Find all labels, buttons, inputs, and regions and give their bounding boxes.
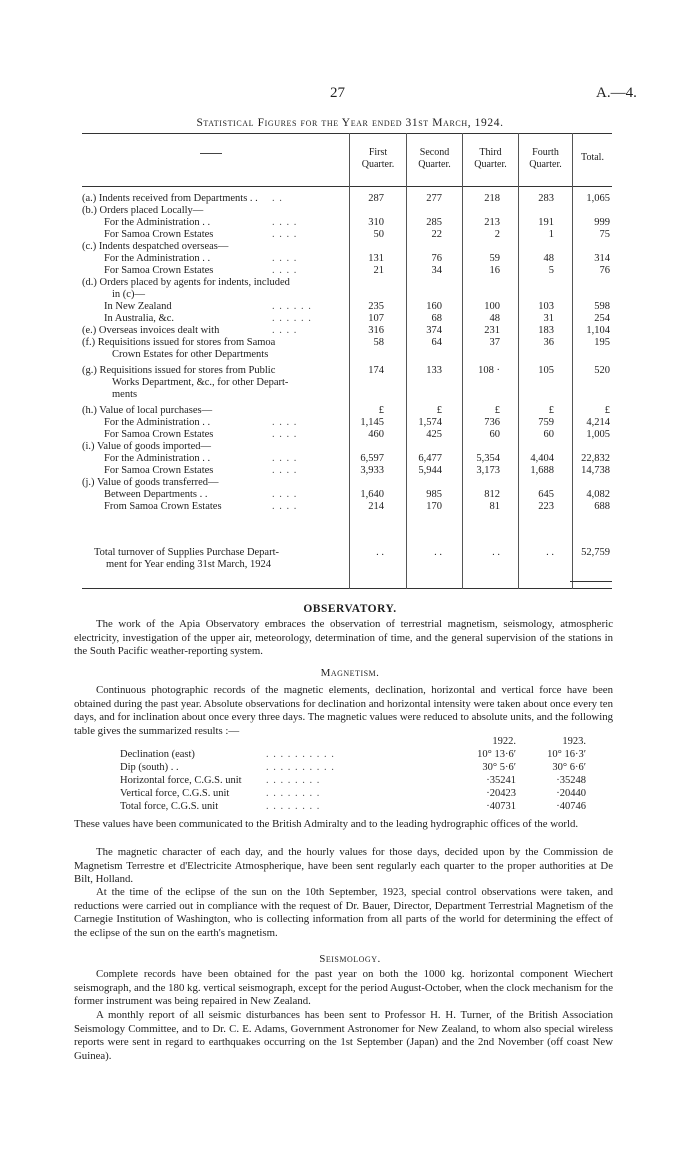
magnetism-row — [74, 800, 613, 813]
table-row — [82, 313, 612, 325]
row-label: Crown Estates for other Departments — [112, 349, 269, 360]
cell-q1: 287 — [368, 193, 384, 204]
leader-dots: . . . . . . . . — [266, 775, 321, 786]
observatory-intro: The work of the Apia Observatory embraces the observation of terrestrial magnetism, seismology, atmospheric electricity, investigation of the upper air, meteorology, determination of time, and the general supervision of the stations in the South Pacific weather-reporting system. — [74, 618, 613, 657]
cell-q3: £ — [494, 405, 500, 416]
magnetism-row — [74, 787, 613, 800]
table-row — [82, 193, 612, 205]
cell-total: 999 — [594, 217, 610, 228]
row-label: (h.) Value of local purchases— — [82, 405, 213, 416]
cell-q1: 131 — [368, 253, 384, 264]
cell-q1: 316 — [368, 325, 384, 336]
cell-q3: 16 — [489, 265, 500, 276]
table-row — [82, 217, 612, 229]
row-label: For Samoa Crown Estates — [104, 265, 214, 276]
header-fourth-quarter: Fourth Quarter. — [529, 147, 562, 170]
row-label: (g.) Requisitions issued for stores from Public — [82, 365, 276, 376]
cell-q2: 285 — [426, 217, 442, 228]
header-first-quarter: First Quarter. — [361, 147, 395, 170]
table-row — [82, 389, 612, 401]
cell-q2: 374 — [426, 325, 442, 336]
cell-q1: 107 — [368, 313, 384, 324]
leader-dots: . . . . — [272, 453, 298, 464]
cell-q2: 425 — [426, 429, 442, 440]
magnetic-element-label: Declination (east) — [120, 749, 195, 760]
leader-dots: . . . . — [272, 229, 298, 240]
cell-total: 688 — [594, 501, 610, 512]
row-label: (j.) Value of goods transferred— — [82, 477, 219, 488]
table-row — [82, 301, 612, 313]
cell-total: £ — [604, 405, 610, 416]
leader-dots: . . . . . . — [272, 313, 312, 324]
table-title: Statistical Figures for the Year ended 31st March, 1924. — [196, 117, 504, 129]
table-row — [82, 501, 612, 513]
cell-total: 254 — [594, 313, 610, 324]
row-label: Between Departments . . — [104, 489, 208, 500]
cell-q4: 183 — [538, 325, 554, 336]
cell-total: 22,832 — [581, 453, 610, 464]
leader-dots: . . . . — [272, 253, 298, 264]
row-label: (c.) Indents despatched overseas— — [82, 241, 229, 252]
cell-q3: 100 — [484, 301, 500, 312]
row-label: For the Administration . . — [104, 253, 211, 264]
cell-q4: 48 — [543, 253, 554, 264]
magnetism-row — [74, 774, 613, 787]
cell-q4: 4,404 — [530, 453, 554, 464]
magnetism-heading: Magnetism. — [320, 667, 380, 679]
cell-q1: 460 — [368, 429, 384, 440]
cell-total: 76 — [599, 265, 610, 276]
table-row — [82, 453, 612, 465]
cell-q2: 160 — [426, 301, 442, 312]
leader-dots: . . . . — [272, 489, 298, 500]
row-label: (e.) Overseas invoices dealt with — [82, 325, 220, 336]
value-1922: ·20423 — [486, 788, 516, 799]
cell-q4: 1,688 — [530, 465, 554, 476]
cell-q2: 133 — [426, 365, 442, 376]
cell-q3: 213 — [484, 217, 500, 228]
row-label: Works Department, &c., for other Depart- — [112, 377, 289, 388]
row-label: For the Administration . . — [104, 217, 211, 228]
cell-total: 4,082 — [586, 489, 610, 500]
table-row — [82, 277, 612, 289]
magnetic-element-label: Total force, C.G.S. unit — [120, 801, 219, 812]
value-1922: ·35241 — [486, 775, 516, 786]
table-row — [82, 349, 612, 361]
table-row — [82, 289, 612, 301]
magnetism-para-3: The magnetic character of each day, and the hourly values for those days, decided upon by the Commission de Magnetism Terrestre et d'Electricite Atmospherique, have been sent regularly each quarter to the proper authorities at De Bilt, Holland. — [74, 846, 613, 885]
value-1922: 10° 13·6′ — [477, 749, 516, 760]
cell-q1: 50 — [373, 229, 384, 240]
table-row — [82, 253, 612, 265]
leader-dots: . . . . — [272, 465, 298, 476]
total-grand: 52,759 — [581, 547, 610, 558]
cell-q4: 5 — [548, 265, 554, 276]
cell-q1: 174 — [368, 365, 384, 376]
magnetic-element-label: Vertical force, C.G.S. unit — [120, 788, 230, 799]
magnetic-element-label: Dip (south) . . — [120, 762, 179, 773]
cell-total: 314 — [594, 253, 610, 264]
cell-q1: 310 — [368, 217, 384, 228]
cell-total: 1,065 — [586, 193, 610, 204]
table-row — [82, 417, 612, 429]
table-row — [82, 337, 612, 349]
magnetism-para-1: Continuous photographic records of the magnetic elements, declination, horizontal and vertical force have been obtained during the past year. Absolute observations for declination and horizontal intensity were taken about once every ten days, and for inclination about once every three days. The magnetic values were reduced to absolute units, and the following table gives the summarized results :— — [74, 684, 613, 737]
row-label: ments — [112, 389, 138, 400]
cell-q4: 105 — [538, 365, 554, 376]
total-row — [82, 547, 612, 559]
cell-q1: 1,640 — [360, 489, 384, 500]
total-q1: . . — [376, 547, 384, 558]
leader-dots: . . . . — [272, 501, 298, 512]
cell-q2: 6,477 — [418, 453, 442, 464]
header-total: Total. — [581, 152, 604, 163]
leader-dots: . . — [272, 193, 283, 204]
table-row — [82, 325, 612, 337]
cell-total: 14,738 — [581, 465, 610, 476]
cell-q3: 59 — [489, 253, 500, 264]
cell-total: 195 — [594, 337, 610, 348]
row-label: In New Zealand — [104, 301, 172, 312]
header-dash — [200, 153, 222, 154]
cell-q2: 22 — [431, 229, 442, 240]
table-row — [82, 441, 612, 453]
total-q3: . . — [492, 547, 500, 558]
cell-q4: 645 — [538, 489, 554, 500]
total-underline — [570, 581, 612, 582]
value-1923: ·20440 — [556, 788, 586, 799]
cell-q4: 191 — [538, 217, 554, 228]
cell-q1: 214 — [368, 501, 384, 512]
row-label: in (c)— — [112, 289, 145, 300]
cell-q3: 812 — [484, 489, 500, 500]
cell-total: 598 — [594, 301, 610, 312]
cell-q1: 235 — [368, 301, 384, 312]
total-q4: . . — [546, 547, 554, 558]
row-label: (i.) Value of goods imported— — [82, 441, 211, 452]
leader-dots: . . . . . . — [272, 301, 312, 312]
value-1923: ·35248 — [556, 775, 586, 786]
header-second-quarter: Second Quarter. — [418, 147, 451, 170]
cell-q1: 3,933 — [360, 465, 384, 476]
magnetism-row — [74, 748, 613, 761]
observatory-heading: OBSERVATORY. — [303, 603, 397, 615]
magnetism-row — [74, 761, 613, 774]
cell-q2: 68 — [431, 313, 442, 324]
total-q2: . . — [434, 547, 442, 558]
value-1923: 30° 6·6′ — [552, 762, 586, 773]
cell-q2: 985 — [426, 489, 442, 500]
header-third-quarter: Third Quarter. — [474, 147, 507, 170]
row-label: (d.) Orders placed by agents for indents, included — [82, 277, 290, 288]
cell-total: 1,005 — [586, 429, 610, 440]
statistics-table — [82, 133, 612, 589]
cell-total: 75 — [599, 229, 610, 240]
leader-dots: . . . . — [272, 325, 298, 336]
magnetism-para-2: These values have been communicated to the British Admiralty and to the leading hydrographic offices of the world. — [74, 818, 579, 830]
value-1922: 30° 5·6′ — [482, 762, 516, 773]
row-label: For Samoa Crown Estates — [104, 465, 214, 476]
magnetism-year-header — [74, 735, 613, 748]
cell-total: 520 — [594, 365, 610, 376]
total-row-cont — [82, 559, 612, 571]
table-row — [82, 489, 612, 501]
leader-dots: . . . . — [272, 265, 298, 276]
cell-q3: 48 — [489, 313, 500, 324]
cell-q4: 60 — [543, 429, 554, 440]
seismology-para-2: A monthly report of all seismic disturbances has been sent to Professor H. H. Turner, of the British Association Seismology Committee, and to Dr. C. E. Adams, Government Astronomer for New Zealand, to whom also special wireless reports were sent in regard to earthquakes occurring on the 1st September (Japan) and the 2nd November (off coast New Guinea). — [74, 1009, 613, 1062]
cell-q2: £ — [436, 405, 442, 416]
cell-q2: 1,574 — [418, 417, 442, 428]
year-1922: 1922. — [492, 736, 516, 747]
table-row — [82, 265, 612, 277]
cell-q4: 1 — [548, 229, 554, 240]
cell-q4: £ — [548, 405, 554, 416]
row-label: In Australia, &c. — [104, 313, 174, 324]
leader-dots: . . . . . . . . . . — [266, 749, 335, 760]
cell-q4: 36 — [543, 337, 554, 348]
cell-q2: 277 — [426, 193, 442, 204]
table-row — [82, 229, 612, 241]
row-label: (a.) Indents received from Departments . . — [82, 193, 258, 204]
table-row — [82, 477, 612, 489]
cell-q1: 21 — [373, 265, 384, 276]
row-label: From Samoa Crown Estates — [104, 501, 222, 512]
leader-dots: . . . . . . . . — [266, 801, 321, 812]
leader-dots: . . . . . . . . . . — [266, 762, 335, 773]
table-row — [82, 241, 612, 253]
table-row — [82, 377, 612, 389]
cell-q3: 81 — [489, 501, 500, 512]
seismology-para-1: Complete records have been obtained for the past year on both the 1000 kg. horizontal component Wiechert seismograph, and the 180 kg. vertical seismograph, except for the period August-October, when the clock mechanism for the former instrument was being repaired in New Zealand. — [74, 968, 613, 1007]
cell-q1: 6,597 — [360, 453, 384, 464]
year-1923: 1923. — [562, 736, 586, 747]
table-row — [82, 429, 612, 441]
cell-q3: 3,173 — [476, 465, 500, 476]
row-label: For Samoa Crown Estates — [104, 229, 214, 240]
cell-q3: 5,354 — [476, 453, 500, 464]
row-label: For the Administration . . — [104, 417, 211, 428]
row-label: For the Administration . . — [104, 453, 211, 464]
cell-q2: 64 — [431, 337, 442, 348]
seismology-heading: Seismology. — [319, 953, 381, 965]
cell-q3: 736 — [484, 417, 500, 428]
leader-dots: . . . . — [272, 417, 298, 428]
cell-q4: 223 — [538, 501, 554, 512]
cell-q1: 58 — [373, 337, 384, 348]
row-label: For Samoa Crown Estates — [104, 429, 214, 440]
cell-q1: 1,145 — [360, 417, 384, 428]
cell-q3: 60 — [489, 429, 500, 440]
cell-q2: 76 — [431, 253, 442, 264]
table-row — [82, 405, 612, 417]
table-row — [82, 465, 612, 477]
cell-total: 1,104 — [586, 325, 610, 336]
leader-dots: . . . . — [272, 217, 298, 228]
value-1923: 10° 16·3′ — [547, 749, 586, 760]
table-header-rule — [82, 186, 612, 187]
cell-q3: 37 — [489, 337, 500, 348]
row-label: (b.) Orders placed Locally— — [82, 205, 204, 216]
cell-q2: 170 — [426, 501, 442, 512]
total-label: Total turnover of Supplies Purchase Depart- — [94, 547, 280, 558]
cell-q3: 218 — [484, 193, 500, 204]
report-reference: A.—4. — [596, 85, 637, 101]
cell-q1: £ — [378, 405, 384, 416]
table-top-rule — [82, 133, 612, 134]
cell-q3: 2 — [494, 229, 500, 240]
cell-q4: 759 — [538, 417, 554, 428]
cell-q4: 283 — [538, 193, 554, 204]
cell-q2: 34 — [431, 265, 442, 276]
leader-dots: . . . . — [272, 429, 298, 440]
table-row — [82, 205, 612, 217]
total-label-cont: ment for Year ending 31st March, 1924 — [106, 559, 272, 570]
table-row — [82, 365, 612, 377]
row-label: (f.) Requisitions issued for stores from Samoa — [82, 337, 276, 348]
page-number: 27 — [330, 85, 345, 101]
cell-q3: 231 — [484, 325, 500, 336]
value-1923: ·40746 — [556, 801, 586, 812]
cell-q4: 31 — [543, 313, 554, 324]
cell-q4: 103 — [538, 301, 554, 312]
table-bottom-rule — [82, 588, 612, 589]
cell-q2: 5,944 — [418, 465, 442, 476]
magnetism-para-4: At the time of the eclipse of the sun on the 10th September, 1923, special control observations were taken, and reductions were carried out in compliance with the request of Dr. Bauer, Director, Department Terrestrial Magnetism of the Carnegie Institution of Washington, who is collecting information from all parts of the world for determining the effect of the eclipse of the sun on the earth's magnetism. — [74, 886, 613, 939]
cell-q3: 108 · — [478, 365, 500, 376]
leader-dots: . . . . . . . . — [266, 788, 321, 799]
cell-total: 4,214 — [586, 417, 610, 428]
value-1922: ·40731 — [486, 801, 516, 812]
magnetic-element-label: Horizontal force, C.G.S. unit — [120, 775, 242, 786]
